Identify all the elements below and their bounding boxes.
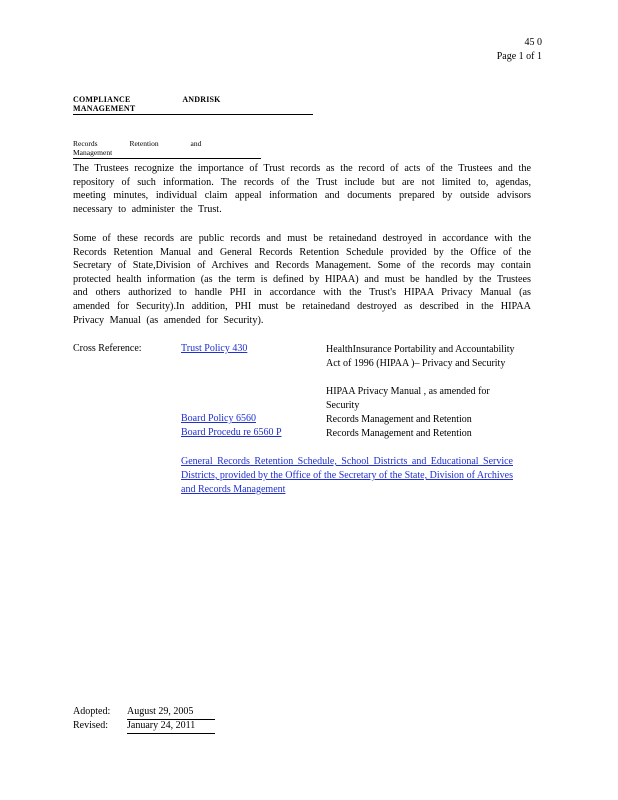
paragraph-1: The Trustees recognize the importance of Trust records as the record of acts of the Trustees and the repository of such information. The records of the Trust include but are not limited to, agendas, meeting minutes, individual claim appeal information and documents prepared by outside advisors necessary to administer the Trust. (73, 163, 531, 215)
cross-reference-label: Cross Reference: (73, 343, 142, 354)
policy-number: 45 0 (524, 37, 542, 48)
revised-date (127, 719, 215, 734)
adopted-date-value: August 29, 2005 (127, 705, 215, 720)
section-title: COMPLIANCE ANDRISK MANAGEMENT (73, 95, 313, 115)
ref-desc-records-1: Records Management and Retention (326, 414, 472, 425)
ref-desc-records-2: Records Management and Retention (326, 428, 472, 439)
page-indicator: Page 1 of 1 (496, 51, 542, 62)
link-board-policy-6560[interactable]: Board Policy 6560 (181, 413, 256, 424)
link-board-procedure-6560p[interactable]: Board Procedu re 6560 P (181, 427, 282, 438)
link-general-records-retention-schedule[interactable]: General Records Retention Schedule, School Districts and Educational Service Districts, provided by the Office of the Secretary of the State, Division of Archives and Records Management (181, 456, 513, 495)
subsection-title: Records Retention and Management (73, 139, 261, 159)
revised-label: Revised: (73, 720, 108, 731)
ref-desc-privacy-manual: HIPAA Privacy Manual , as amended for Security (326, 386, 490, 411)
revised-date-value: January 24, 2011 (127, 719, 215, 734)
ref-desc-hipaa: HealthInsurance Portability and Accountability Act of 1996 (HIPAA )– Privacy and Security (326, 344, 515, 369)
paragraph-2: Some of these records are public records and must be retainedand destroyed in accordance with the Records Retention Manual and General Records Retention Schedule provided by the Office of the Secretary of State,Division of Archives and Records Management. Some of the records may contain protected health information (as the term is defined by HIPAA) and must be handled by the Trustees and others authorized to handle PHI in accordance with the Trust's HIPAA Privacy Manual (as amended for Security).In addition, PHI must be retainedand destroyed as described in the HIPAA Privacy Manual (as amended for Security). (73, 233, 531, 326)
adopted-label: Adopted: (73, 706, 111, 717)
link-trust-policy-430[interactable]: Trust Policy 430 (181, 343, 248, 354)
adopted-date (127, 705, 215, 720)
